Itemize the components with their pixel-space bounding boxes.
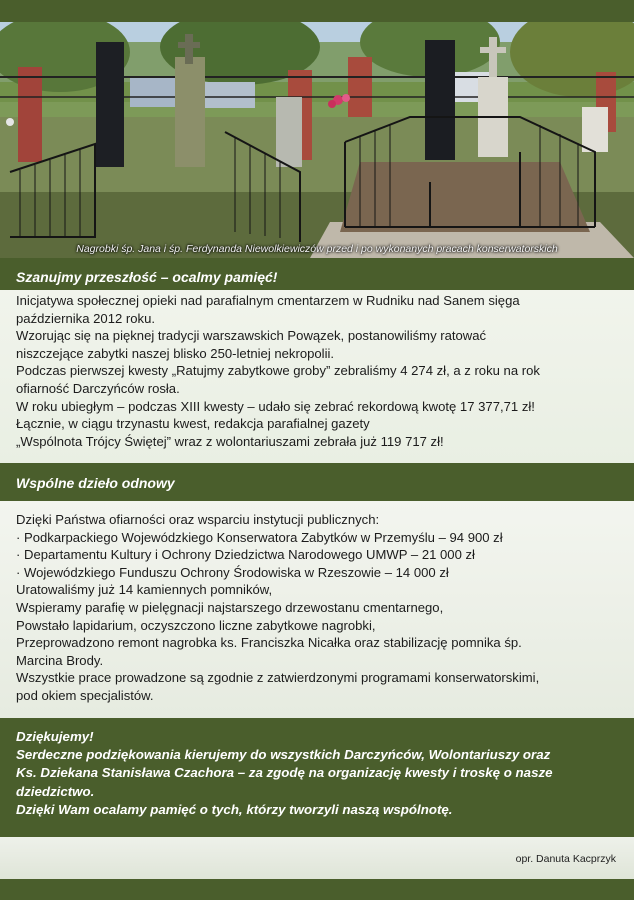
section2-line: · Podkarpackiego Wojewódzkiego Konserwatora Zabytków w Przemyślu – 94 900 zł (16, 529, 503, 545)
section1-line: niszczejące zabytki naszej blisko 250-letniej nekropolii. (16, 345, 335, 361)
section2-line: Wszystkie prace prowadzone są zgodnie z zatwierdzonymi programami konserwatorskimi, (16, 670, 540, 686)
section2-heading: Wspólne dzieło odnowy (16, 475, 175, 491)
thanks-heading: Dziękujemy! (16, 729, 94, 744)
section1-line: Podczas pierwszej kwesty „Ratujmy zabytkowe groby” zebraliśmy 4 274 zł, a z roku na rok (16, 363, 540, 379)
thanks-bar (0, 718, 634, 837)
section2-line: Uratowaliśmy już 14 kamiennych pomników, (16, 582, 273, 598)
thanks-line: Serdeczne podziękowania kierujemy do wszystkich Darczyńców, Wolontariuszy oraz (16, 747, 551, 763)
section2-line: · Departamentu Kultury i Ochrony Dziedzictwa Narodowego UMWP – 21 000 zł (16, 547, 475, 563)
section1-heading-bar (0, 258, 634, 290)
section2-line: Powstało lapidarium, oczyszczono liczne zabytkowe nagrobki, (16, 617, 376, 633)
cemetery-photo-illustration (0, 22, 634, 258)
section2-line: · Wojewódzkiego Funduszu Ochrony Środowiska w Rzeszowie – 14 000 zł (16, 564, 449, 580)
section1-line: ofiarność Darczyńców rosła. (16, 380, 180, 396)
section1-heading: Szanujmy przeszłość – ocalmy pamięć! (16, 269, 278, 285)
section1-line: października 2012 roku. (16, 310, 156, 326)
section1-line: Łącznie, w ciągu trzynastu kwest, redakcja parafialnej gazety (16, 416, 370, 432)
top-band (0, 0, 634, 22)
section2-text (16, 511, 626, 705)
section2-heading-bar (0, 463, 634, 501)
author-credit: opr. Danuta Kacprzyk (515, 853, 616, 865)
section1-line: Inicjatywa społecznej opieki nad parafialnym cmentarzem w Rudniku nad Sanem sięga (16, 293, 520, 308)
section2-line: Marcina Brody. (16, 652, 104, 668)
cemetery-photo (0, 22, 634, 258)
section1-text (16, 292, 626, 450)
thanks-line: Dzięki Wam ocalamy pamięć o tych, którzy tworzyli naszą wspólnotę. (16, 801, 453, 817)
section1-line: Wzorując się na pięknej tradycji warszawskich Powązek, postanowiliśmy ratować (16, 328, 487, 344)
section1-line: „Wspólnota Trójcy Świętej” wraz z wolontariuszami zebrała już 119 717 zł! (16, 433, 444, 449)
section2-line: pod okiem specjalistów. (16, 687, 154, 703)
section1-body (0, 290, 634, 463)
section2-line: Przeprowadzono remont nagrobka ks. Franciszka Nicałka oraz stabilizację pomnika śp. (16, 635, 522, 651)
section2-line: Dzięki Państwa ofiarności oraz wsparciu instytucji publicznych: (16, 512, 380, 527)
section2-body (0, 501, 634, 718)
thanks-line: dziedzictwo. (16, 783, 95, 799)
section2-line: Wspieramy parafię w pielęgnacji najstarszego drzewostanu cmentarnego, (16, 599, 444, 615)
thanks-line: Ks. Dziekana Stanisława Czachora – za zgodę na organizację kwesty i troskę o nasze (16, 765, 553, 781)
bottom-band (0, 879, 634, 900)
thanks-text (16, 728, 616, 819)
section1-line: W roku ubiegłym – podczas XIII kwesty – udało się zebrać rekordową kwotę 17 377,71 zł! (16, 398, 535, 414)
footer-section (0, 837, 634, 879)
photo-caption: Nagrobki śp. Jana i śp. Ferdynanda Niewolkiewiczów przed i po wykonanych pracach konserwatorskich (76, 243, 558, 255)
